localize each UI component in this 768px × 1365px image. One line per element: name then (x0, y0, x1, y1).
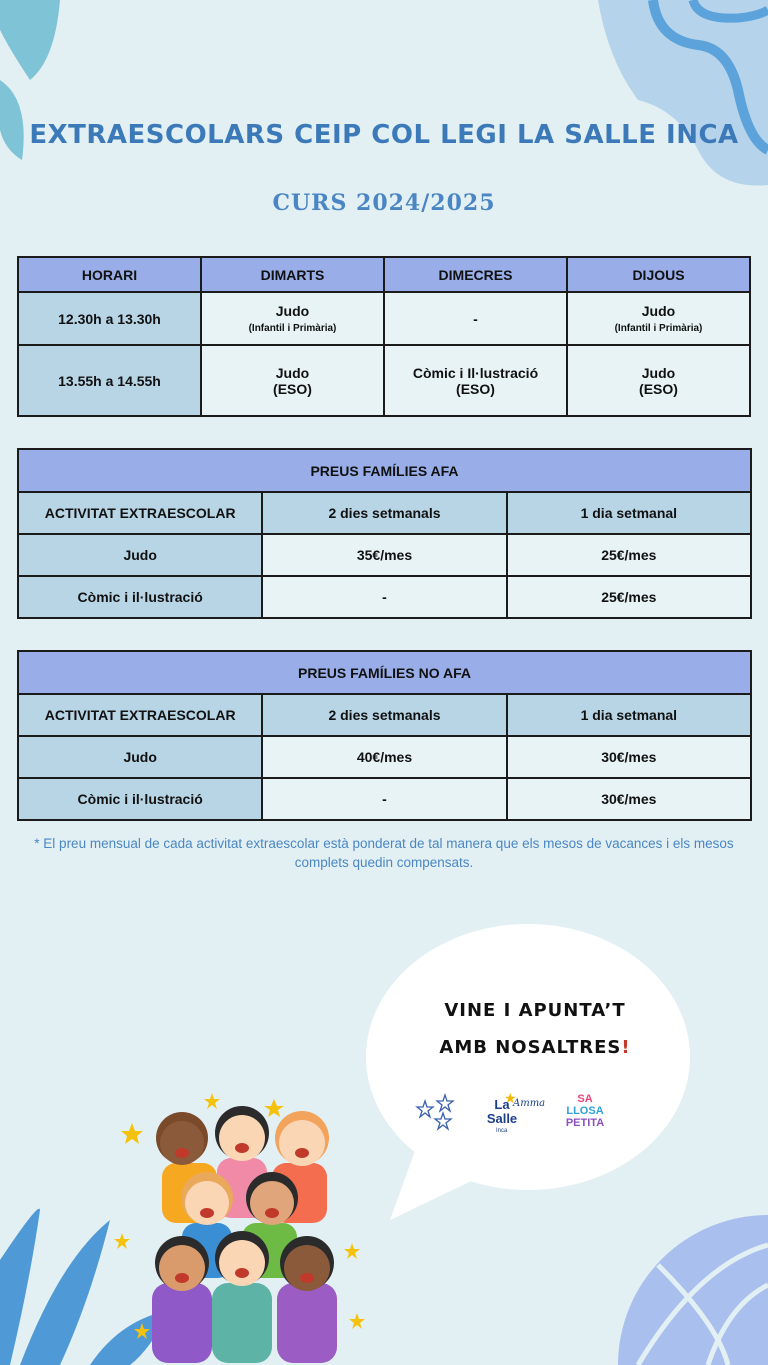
lasalle-logo (480, 1092, 545, 1138)
schedule-row (18, 345, 750, 416)
activity-label: Judo (18, 534, 262, 576)
blob-decoration-top-right (598, 0, 768, 190)
schedule-header-cell: DIJOUS (567, 257, 750, 292)
schedule-header-row (18, 257, 750, 292)
sallosa-logo-line: PETITA (565, 1117, 605, 1129)
sallosa-logo-line: LLOSA (566, 1105, 604, 1117)
activity-label: Còmic i il·lustració (18, 778, 262, 820)
prices-afa-table (17, 448, 752, 619)
star-icon: ★ (504, 1090, 517, 1106)
activity-group: (ESO) (273, 380, 312, 397)
prices-header-cell: ACTIVITAT EXTRAESCOLAR (18, 492, 262, 534)
schedule-cell (567, 345, 750, 416)
page-title: EXTRAESCOLARS CEIP COL LEGI LA SALLE INCA (29, 120, 739, 150)
price-cell: - (262, 576, 506, 618)
prices-header-cell: 1 dia setmanal (507, 694, 751, 736)
activity-group: (Infantil i Primària) (248, 323, 337, 334)
schedule-cell (384, 292, 567, 345)
prices-header-cell: 2 dies setmanals (262, 694, 506, 736)
prices-no-afa-table (17, 650, 752, 821)
activity-name: Judo (641, 303, 676, 319)
prices-header-cell: ACTIVITAT EXTRAESCOLAR (18, 694, 262, 736)
lasalle-logo-sub: Inca (496, 1128, 508, 1134)
price-cell: 30€/mes (507, 736, 751, 778)
schedule-header-cell: DIMECRES (384, 257, 567, 292)
activity-name: Judo (275, 364, 310, 381)
prices-afa-title: PREUS FAMÍLIES AFA (18, 449, 751, 492)
ball-decoration-bottom-right (598, 1205, 768, 1365)
prices-header-cell: 2 dies setmanals (262, 492, 506, 534)
activity-name: Judo (275, 303, 310, 319)
stars-logo (413, 1093, 458, 1135)
prices-row (18, 534, 751, 576)
activity-group: (ESO) (456, 380, 495, 397)
lasalle-logo-script: Amma (513, 1098, 546, 1109)
children-illustration (112, 1093, 377, 1365)
sallosa-petita-logo (556, 1093, 614, 1135)
prices-header-cell: 1 dia setmanal (507, 492, 751, 534)
price-cell: 25€/mes (507, 576, 751, 618)
schedule-cell (201, 345, 384, 416)
price-cell: 25€/mes (507, 534, 751, 576)
speech-bubble (360, 922, 695, 1222)
sallosa-logo-line: SA (577, 1093, 593, 1105)
schedule-hour-cell: 13.55h a 14.55h (18, 345, 201, 416)
lasalle-logo-text: La Salle (486, 1097, 518, 1126)
prices-header-row (18, 694, 751, 736)
prices-row (18, 736, 751, 778)
prices-header-row (18, 492, 751, 534)
activity-label: Còmic i il·lustració (18, 576, 262, 618)
cta-line-2-text: AMB NOSALTRES (439, 1037, 622, 1058)
schedule-header-cell: DIMARTS (201, 257, 384, 292)
schedule-row (18, 292, 750, 345)
footnote: * El preu mensual de cada activitat extraescolar està ponderat de tal manera que els mesos de vacances i els mesos complets quedin compensats. (34, 836, 734, 870)
activity-name: Judo (641, 364, 676, 381)
schedule-hour-cell: 12.30h a 13.30h (18, 292, 201, 345)
price-cell: 40€/mes (262, 736, 506, 778)
prices-row (18, 576, 751, 618)
price-cell: 30€/mes (507, 778, 751, 820)
cta-line-2 (420, 1037, 650, 1058)
cta-line-1: VINE I APUNTA’T (444, 1000, 626, 1021)
prices-no-afa-title: PREUS FAMÍLIES NO AFA (18, 651, 751, 694)
schedule-table (17, 256, 751, 417)
cta-exclamation: ! (621, 1037, 631, 1058)
activity-name: - (473, 310, 478, 327)
activity-group: (Infantil i Primària) (614, 323, 703, 334)
activity-name: Còmic i Il·lustració (412, 364, 539, 381)
schedule-cell (567, 292, 750, 345)
activity-label: Judo (18, 736, 262, 778)
schedule-cell (201, 292, 384, 345)
schedule-cell (384, 345, 567, 416)
page-subtitle: CURS 2024/2025 (272, 190, 496, 216)
price-cell: - (262, 778, 506, 820)
price-cell: 35€/mes (262, 534, 506, 576)
activity-group: (ESO) (639, 380, 678, 397)
prices-row (18, 778, 751, 820)
schedule-header-cell: HORARI (18, 257, 201, 292)
